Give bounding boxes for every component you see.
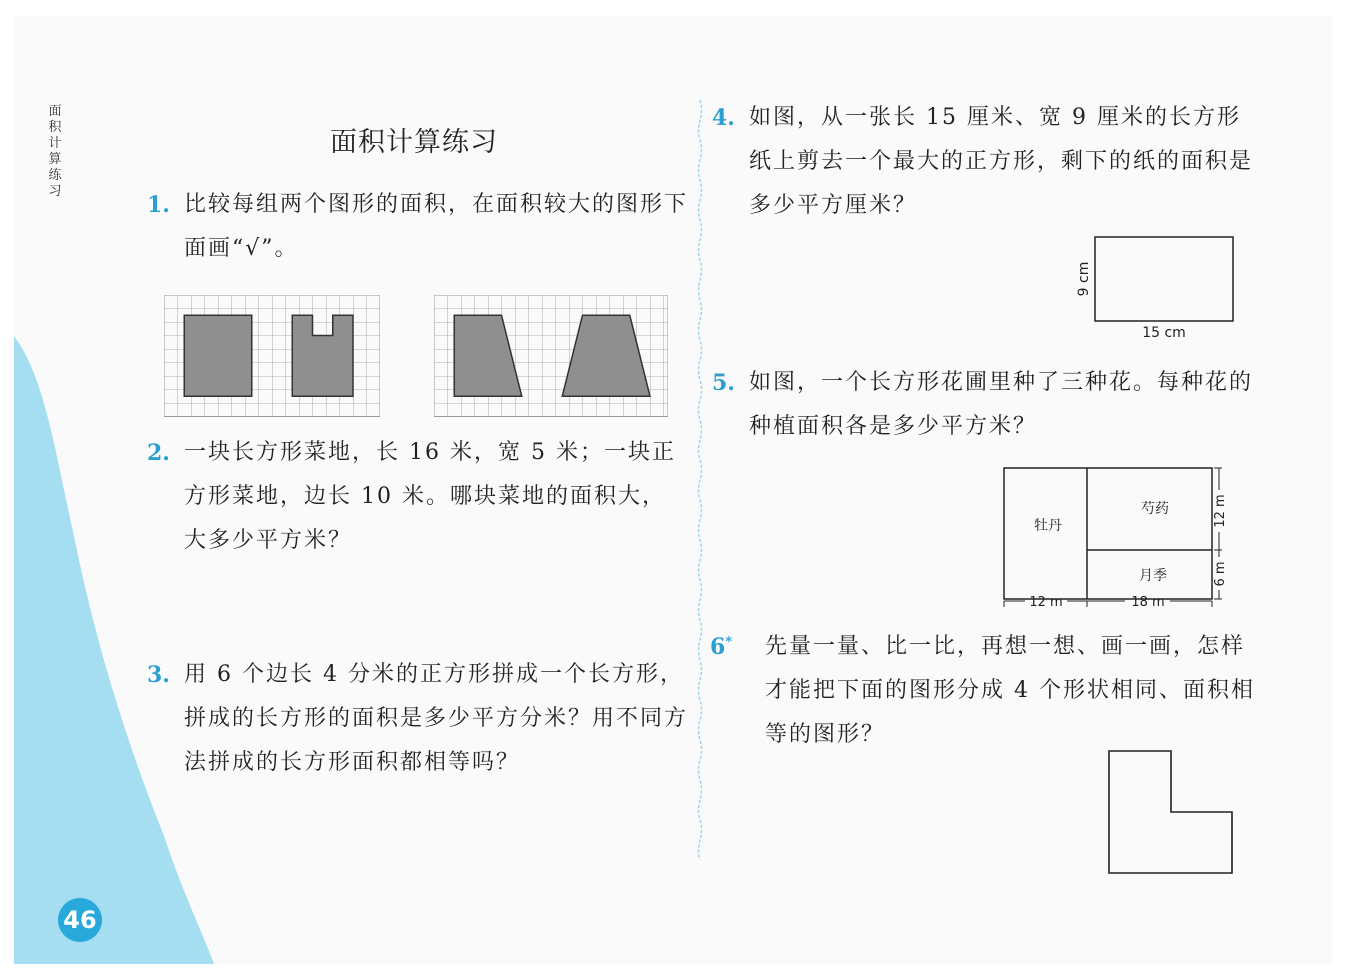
q2-text: 一块长方形菜地，长 16 米，宽 5 米；一块正方形菜地，边长 10 米。哪块菜地的面积大，大多少平方米？: [184, 440, 676, 553]
q5-peony-label: 牡丹: [1034, 518, 1062, 534]
page-title: 面积计算练习: [330, 127, 498, 158]
q5-number: 5.: [712, 370, 735, 396]
q5-rose-label: 月季: [1139, 568, 1167, 584]
q5-text: 如图，一个长方形花圃里种了三种花。每种花的种植面积各是多少平方米？: [749, 370, 1254, 439]
q5-figure: [995, 460, 1240, 610]
q5-bottom-height: 6 m: [1213, 561, 1228, 587]
q4-figure: [1070, 232, 1250, 344]
q1-text: 比较每组两个图形的面积，在面积较大的图形下面画“√”。: [184, 192, 689, 261]
q1-number: 1.: [147, 192, 170, 218]
q4-text: 如图，从一张长 15 厘米、宽 9 厘米的长方形纸上剪去一个最大的正方形，剩下的纸的面积是多少平方厘米？: [749, 105, 1254, 218]
q5-right-width: 18 m: [1131, 595, 1165, 610]
q1-grid-left: [164, 295, 380, 417]
column-divider: [695, 100, 705, 870]
q1-grid-right: [434, 295, 668, 417]
q4-width-label: 15 cm: [1142, 325, 1186, 341]
side-title: 面积计算练习: [48, 104, 62, 199]
q3-number: 3.: [147, 662, 170, 688]
q5-top-height: 12 m: [1213, 494, 1228, 528]
q4-number: 4.: [712, 105, 735, 131]
q3-text: 用 6 个边长 4 分米的正方形拼成一个长方形，拼成的长方形的面积是多少平方分米？用不同方法拼成的长方形面积都相等吗？: [184, 662, 689, 775]
q6-figure: [1100, 742, 1240, 882]
page-number: 46: [58, 898, 102, 942]
q6-star: *: [725, 634, 733, 650]
q6-text: 先量一量、比一比，再想一想、画一画，怎样才能把下面的图形分成 4 个形状相同、面积相等的图形？: [765, 634, 1255, 747]
q5-shaoyao-label: 芍药: [1141, 501, 1169, 517]
q6-l-shape: [1109, 751, 1232, 873]
q1-shape-rectangle: [184, 315, 252, 396]
q6-number-digit: 6: [710, 634, 726, 660]
q6-number: [710, 634, 732, 660]
q2-number: 2.: [147, 440, 170, 466]
q5-left-width: 12 m: [1029, 595, 1063, 610]
q4-rectangle: [1095, 237, 1233, 321]
q4-height-label: 9 cm: [1076, 261, 1092, 297]
